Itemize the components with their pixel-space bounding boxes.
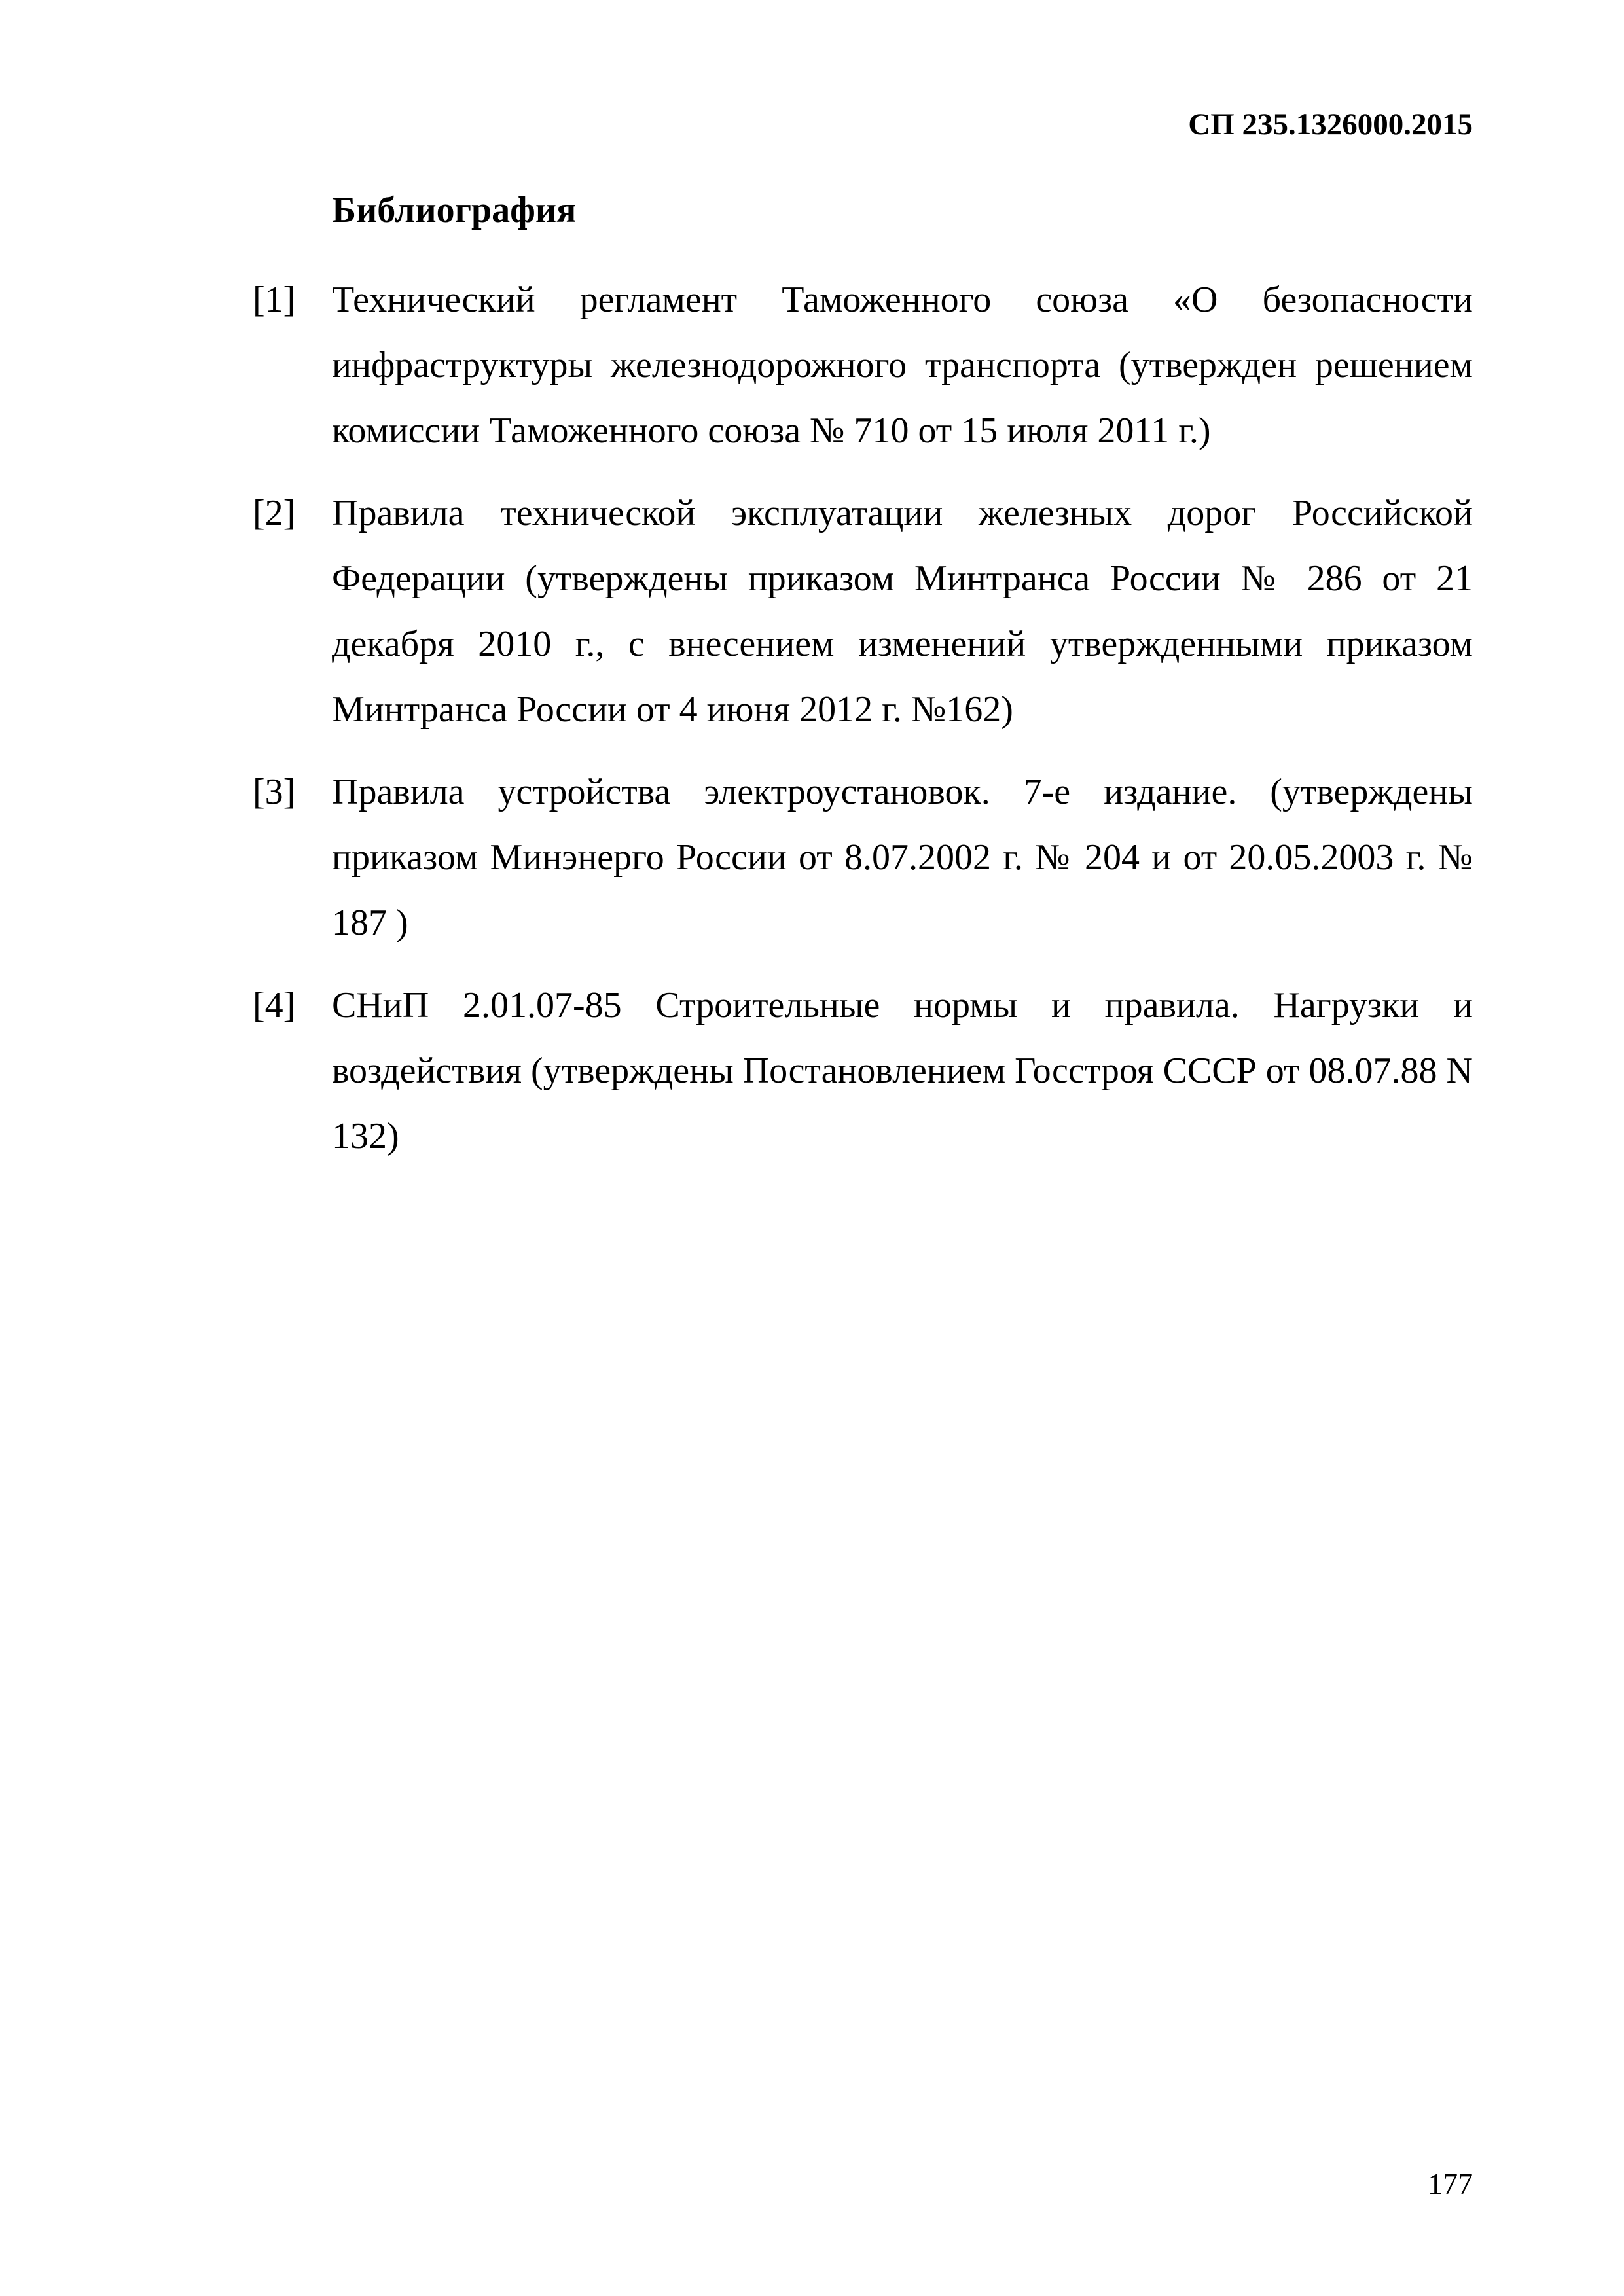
entry-number: [4] xyxy=(253,985,296,1026)
entry-text: Правила технической эксплуатации железных дорог Российской Федерации (утверждены приказом Минтранса России № 286 от 21 декабря 2010 г., с внесением изменений утвержденными приказом Минтранса России от 4 июня 2012 г. №162) xyxy=(332,493,1473,730)
entry-number: [2] xyxy=(253,493,296,533)
entry-number: [1] xyxy=(253,279,296,320)
bibliography-entry xyxy=(253,973,1473,1169)
page-number: 177 xyxy=(1428,2167,1473,2200)
entry-text: СНиП 2.01.07-85 Строительные нормы и правила. Нагрузки и воздействия (утверждены Постановлением Госстроя СССР от 08.07.88 N 132) xyxy=(332,985,1473,1157)
document-code: СП 235.1326000.2015 xyxy=(1188,107,1473,141)
entry-number: [3] xyxy=(253,772,296,812)
bibliography-entry xyxy=(253,759,1473,956)
entry-text: Правила устройства электроустановок. 7-е издание. (утверждены приказом Минэнерго России от 8.07.2002 г. № 204 и от 20.05.2003 г. № 187 ) xyxy=(332,772,1473,943)
bibliography-entry xyxy=(253,480,1473,742)
entry-text: Технический регламент Таможенного союза «О безопасности инфраструктуры железнодорожного транспорта (утвержден решением комиссии Таможенного союза № 710 от 15 июля 2011 г.) xyxy=(332,279,1473,451)
bibliography-entry xyxy=(253,267,1473,463)
bibliography-list xyxy=(253,267,1473,1186)
bibliography-title: Библиография xyxy=(332,190,577,230)
